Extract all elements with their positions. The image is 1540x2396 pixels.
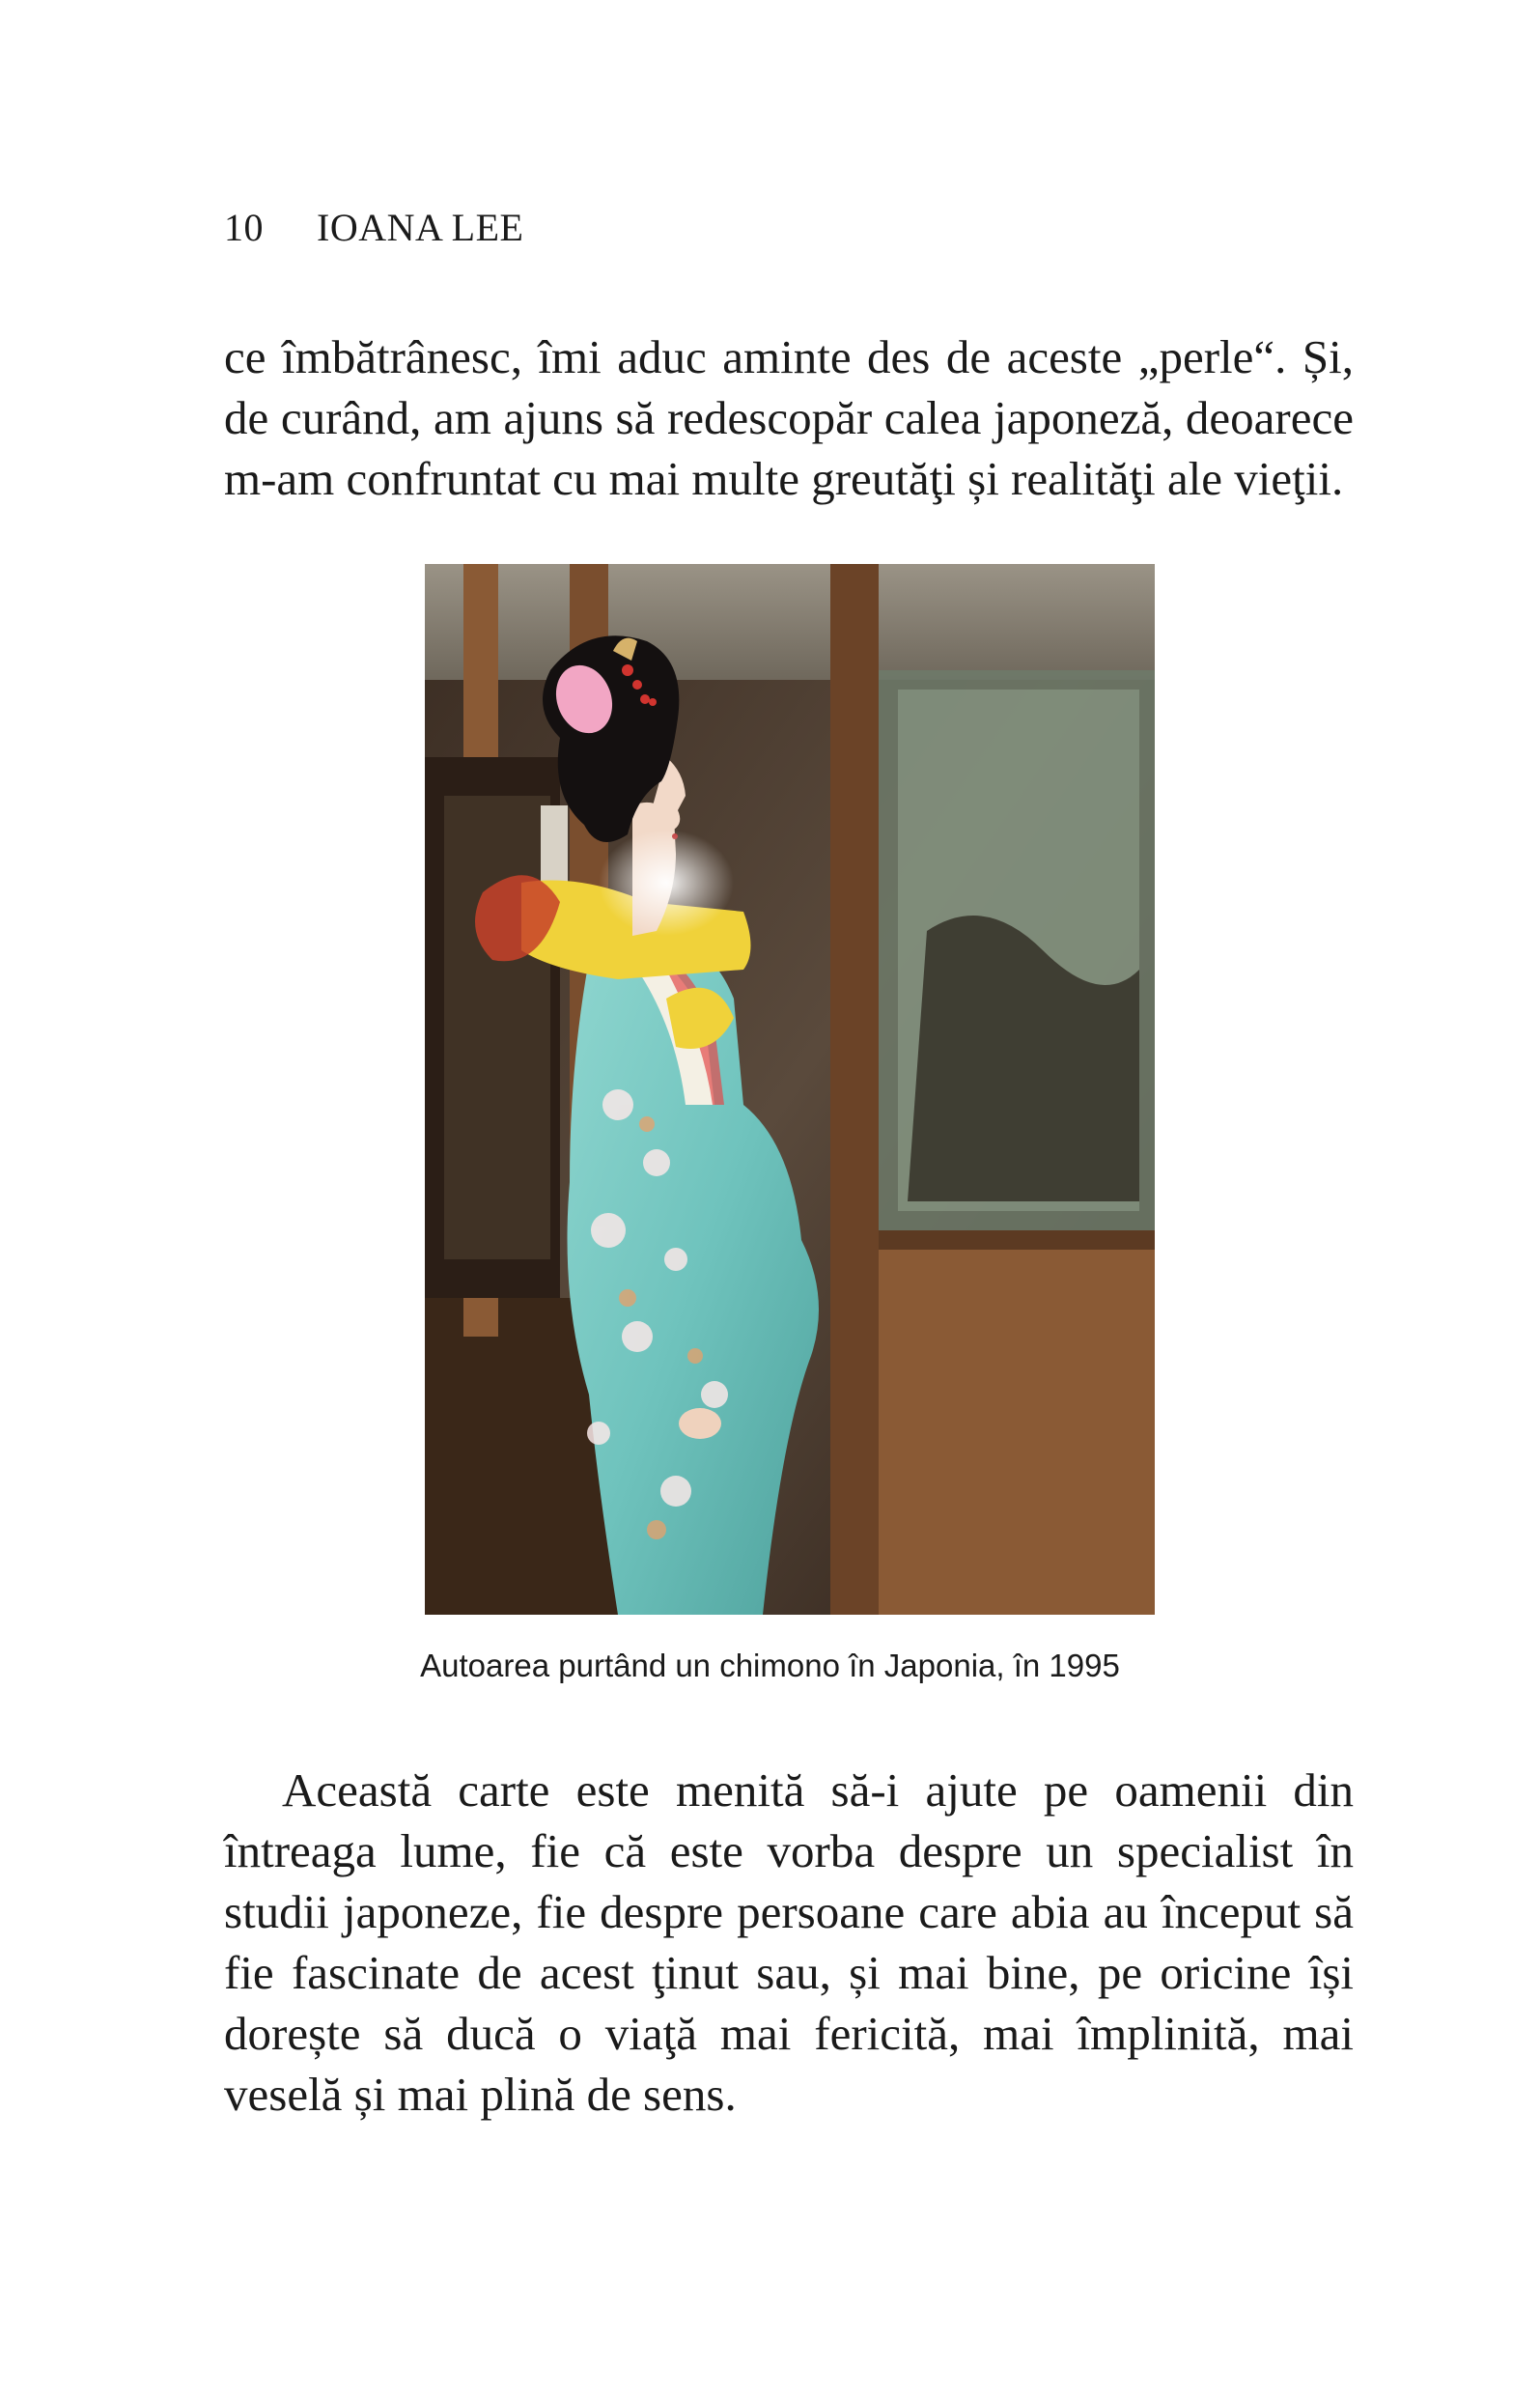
paragraph-top: ce îmbătrânesc, îmi aduc aminte des de aceste „perle“. Și, de curând, am ajuns să redescopăr calea japoneză, deoarece m-am confruntat cu mai multe greutăţi și realităţi ale vieţii. <box>224 330 1354 505</box>
running-header <box>224 205 523 250</box>
photo-author-kimono <box>425 564 1155 1615</box>
photo-illustration <box>425 564 1155 1615</box>
running-header-author: IOANA LEE <box>317 206 524 249</box>
page-number: 10 <box>224 206 264 249</box>
figure-caption: Autoarea purtând un chimono în Japonia, în 1995 <box>420 1648 1120 1683</box>
paragraph-bottom: Această carte este menită să-i ajute pe oamenii din întreaga lume, fie că este vorba despre un specialist în studii japoneze, fie despre persoane care abia au început să fie fascinate de acest ţinut sau, și mai bine, pe oricine își dorește să ducă o viaţă mai fericită, mai împlinită, mai veselă și mai plină de sens. <box>224 1763 1354 2121</box>
